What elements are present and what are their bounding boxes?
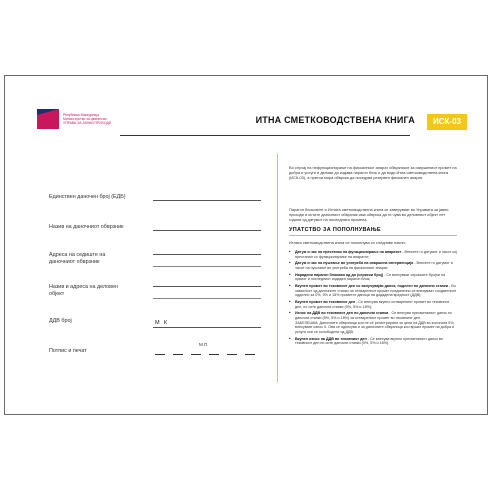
- field-line-taxpayer-name[interactable]: [153, 230, 261, 231]
- list-item: • Датум и час на престанок на функционирање на апаратот - Внесете го датумот и часот кој престанал со функционирање на апаратот;: [289, 250, 457, 259]
- vat-note: ЗАБЕЛЕШКА: Даночните обврзници кои не се регистрирани за цели на ДДВ во колоната 5% внесуваат износ 0. Ова се однесува и за даночните обврзници кои вршат промет на добра и услуги кои се ослободени од ДДВ.: [295, 320, 455, 334]
- instructions-heading-rule: [289, 235, 457, 236]
- field-label-seat-address: Адреса на седиште на даночниот обврзник: [49, 252, 106, 265]
- field-label-edb: Единствен даночен број (ЕДБ): [49, 194, 126, 200]
- list-item: • Нарадени парагон блокови од до (сериски број) - Се внесуваат сериските бројни на првиот и последниот издаден парагон блок;: [289, 273, 457, 282]
- field-line-business-unit-1[interactable]: [153, 286, 261, 287]
- field-line-edb[interactable]: [153, 200, 261, 201]
- signature-line[interactable]: [155, 351, 265, 357]
- instructions-list: [289, 250, 457, 348]
- vat-prefix: М К: [155, 320, 169, 326]
- form-page: [4, 75, 488, 415]
- field-line-seat-address-2[interactable]: [153, 266, 261, 267]
- list-item: • Вкупен износ на ДДВ во тековниот ден - Се внесува вкупно пресметаниот данок во тековниот ден по сите даночни стапки (0%, 5% и 18%).: [289, 337, 457, 346]
- list-item: • Износ на ДДВ во тековниот ден по даночни стапки - Се внесува пресметаниот данок по даночни стапки (5%, 5% и 18%) за остварениот промет во тековниот ден. ЗАБЕЛЕШКА: Даночните обврзници кои не се регистрирани за цели на ДДВ во колоната 5% внесуваат износ 0. Ова се однесува и за даночните обврзници кои вршат промет на добра и услуги кои се ослободени од ДДВ.: [289, 311, 457, 334]
- list-item: • Датум и час на пуштање во употреба на извршена интервенција - Внесете го датумот и часот на пуштање во употреба на фискалниот апарат;: [289, 261, 457, 270]
- logo-text: Република Македонија Министерство за финансии УПРАВА ЗА ЈАВНИ ПРИХОДИ: [63, 113, 112, 126]
- page-title: ИТНА СМЕТКОВОДСТВЕНА КНИГА: [255, 115, 415, 125]
- intro-paragraph-1: Во случај на нефункционирање на фискалниот апарат обврзникот за извршениот промет на добра и услуги и делови до издава парагон блок и да води Итна сметководствена книга (ИСК-03), а притоа мора обврска да поседува резервен фискален апарат.: [289, 165, 457, 181]
- list-item: • Вкупен промет во тековниот ден со вклучувајќи данок, поделен по даночни стапки - Во зависност од даночните стапки на остварениот промет поединечно се внесуваат соодветните одделно за 0%, 5% и 18% прометот даноци на додадена вредност (ДДВ);: [289, 284, 457, 298]
- field-label-taxpayer-name: Назив на даночниот обврзник: [49, 224, 124, 230]
- instructions-heading: УПАТСТВО ЗА ПОПОЛНУВАЊЕ: [289, 227, 381, 233]
- instructions-lead: Итната сметководствена книга се пополнува со следниве начин:: [289, 240, 406, 245]
- field-label-vat-number: ДДВ број: [49, 318, 72, 324]
- field-line-business-unit-2[interactable]: [153, 298, 261, 299]
- field-line-vat-number[interactable]: [153, 327, 261, 328]
- field-line-seat-address-1[interactable]: [153, 254, 261, 255]
- header-rule: [120, 135, 410, 136]
- stamp-label: М.П.: [199, 342, 209, 347]
- field-label-signature: Потпис и печат: [49, 348, 87, 354]
- intro-paragraph-2: Парагон блоковите и Итната сметководствена книга се заверуваат во Управата за јавни приходи и истите даночниот обврзник има обврска да ги чува во деловниот објект пет години од датумот на последната промена.: [289, 207, 449, 223]
- ujp-logo: [37, 109, 117, 129]
- field-label-business-unit: Назив и адреса на деловен објект: [49, 284, 118, 297]
- form-code-badge: ИСК-03: [427, 114, 467, 130]
- column-divider: [277, 154, 278, 382]
- list-item: • Вкупен промет во тековниот ден - Се внесува вкупно остварениот промет во тековниот ден, по сите даночни стапки (0%, 5% и 18%);: [289, 300, 457, 309]
- ujp-logo-mark-icon: [37, 109, 59, 129]
